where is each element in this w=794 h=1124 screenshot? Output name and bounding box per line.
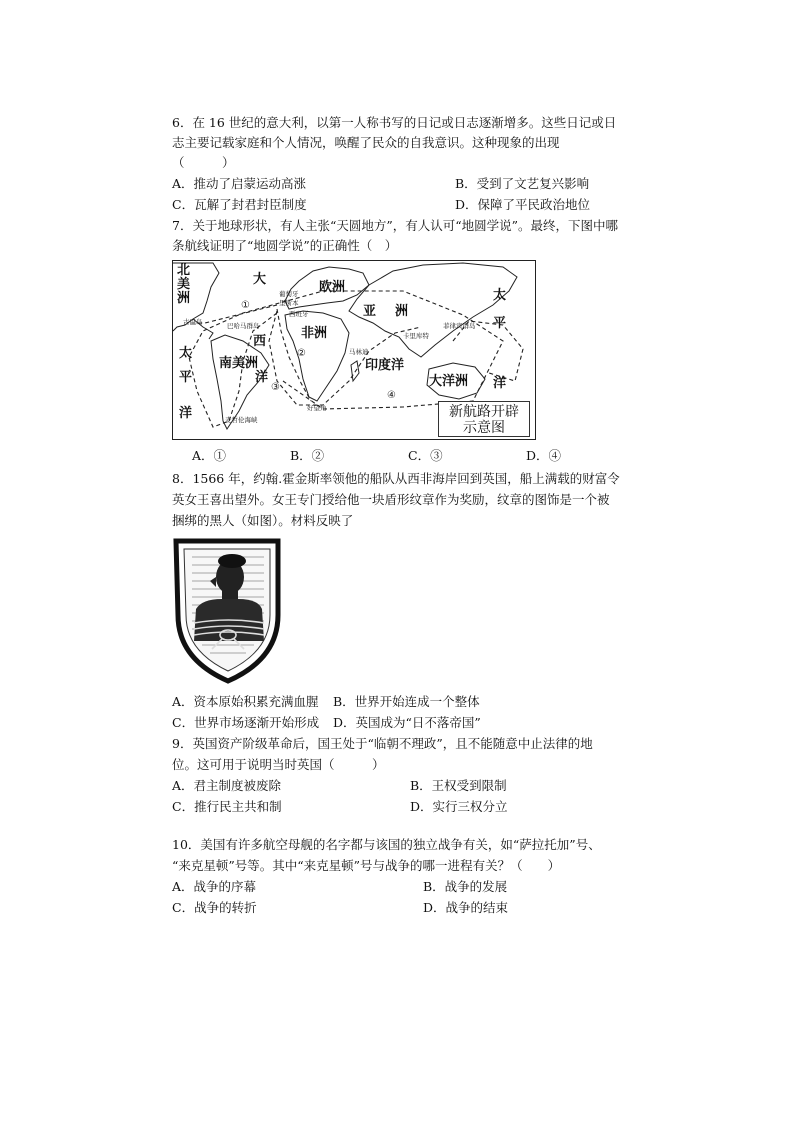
route-3-marker: ③ — [271, 382, 280, 393]
q6-option-d: D．保障了平民政治地位 — [455, 197, 591, 212]
coat-of-arms-image — [172, 537, 284, 685]
q10-stem-line2: “来克星顿”号等。其中“来克星顿”号与战争的哪一进程有关？（ ） — [172, 858, 561, 873]
label-pacific-left-1: 太 — [179, 346, 193, 361]
label-malindi: 马林迪 — [349, 348, 369, 356]
label-portugal: 葡萄牙 — [279, 290, 299, 298]
label-lisbon: 里斯本 — [279, 299, 299, 307]
q7-stem-line1: 7．关于地球形状，有人主张“天圆地方”，有人认可“地圆学说”。最终，下图中哪 — [172, 218, 619, 233]
q6-stem-line2: 志主要记载家庭和个人情况，唤醒了民众的自我意识。这种现象的出现 — [172, 135, 560, 150]
label-philippines: 菲律宾群岛 — [443, 322, 476, 330]
q8-option-d: D．英国成为“日不落帝国” — [333, 715, 481, 730]
q7-option-c: C．③ — [408, 448, 443, 463]
label-asia-zhou: 洲 — [395, 304, 409, 319]
label-cuba: 古巴岛 — [183, 318, 203, 326]
label-south-america: 南美洲 — [219, 356, 259, 371]
q7-option-b: B．② — [290, 448, 325, 463]
label-pacific-right-3: 洋 — [493, 376, 507, 391]
q10-option-b: B．战争的发展 — [423, 879, 508, 894]
label-north-america-3: 洲 — [177, 291, 191, 306]
label-pacific-right-1: 太 — [493, 288, 507, 303]
q8-stem-line2: 英女王喜出望外。女王专门授给他一块盾形纹章作为奖励，纹章的图饰是一个被 — [172, 492, 610, 507]
africa-coast — [285, 311, 349, 401]
label-spain: 西班牙 — [289, 310, 309, 318]
label-asia-ya: 亚 — [363, 304, 377, 319]
route-1-marker: ① — [241, 300, 250, 311]
q9-option-a: A．君主制度被废除 — [172, 778, 282, 793]
q9-option-c: C．推行民主共和制 — [172, 799, 282, 814]
q10-option-d: D．战争的结束 — [423, 900, 509, 915]
new-sea-routes-map — [172, 260, 536, 440]
label-pacific-left-2: 平 — [179, 370, 193, 385]
q6-answer-blank: （ ） — [172, 155, 235, 170]
route-2-marker: ② — [297, 348, 306, 359]
q9-option-d: D．实行三权分立 — [410, 799, 508, 814]
q9-stem-line2: 位。这可用于说明当时英国（ ） — [172, 757, 385, 772]
label-atlantic-xi: 西 — [253, 334, 267, 349]
label-indian-ocean: 印度洋 — [365, 358, 405, 373]
q8-option-c: C．世界市场逐渐开始形成 — [172, 715, 320, 730]
q6-option-c: C．瓦解了封君封臣制度 — [172, 197, 307, 212]
label-north-america-1: 北 — [177, 263, 191, 278]
label-pacific-right-2: 平 — [493, 316, 507, 331]
label-calicut: 卡里库特 — [403, 332, 429, 340]
label-atlantic-da: 大 — [253, 272, 267, 287]
q10-option-a: A．战争的序幕 — [172, 879, 257, 894]
label-magellan-strait: 麦哲伦海峡 — [225, 416, 258, 424]
q6-stem-line1: 6．在 16 世纪的意大利，以第一人称书写的日记或日志逐渐增多。这些日记或日 — [172, 115, 617, 130]
label-africa: 非洲 — [301, 326, 328, 341]
q7-stem-line2: 条航线证明了“地圆学说”的正确性（ ） — [172, 238, 398, 253]
q6-option-a: A．推动了启蒙运动高涨 — [172, 176, 307, 191]
q8-option-a: A．资本原始积累充满血腥 — [172, 694, 319, 709]
q8-stem-line1: 8．1566 年，约翰.霍金斯率领他的船队从西非海岸回到英国，船上满载的财富令 — [172, 471, 620, 486]
label-oceania: 大洋洲 — [429, 374, 469, 389]
q10-stem-line1: 10．美国有许多航空母舰的名字都与该国的独立战争有关，如“萨拉托加”号、 — [172, 837, 601, 852]
q9-option-b: B．王权受到限制 — [410, 778, 507, 793]
q7-option-a: A．① — [192, 448, 227, 463]
map-title — [438, 401, 530, 437]
label-atlantic-yang: 洋 — [255, 370, 269, 385]
q6-option-b: B．受到了文艺复兴影响 — [455, 176, 590, 191]
route-4-marker: ④ — [387, 390, 396, 401]
q7-option-d: D．④ — [526, 448, 562, 463]
q10-option-c: C．战争的转折 — [172, 900, 257, 915]
map-title-line1: 新航路开辟 — [449, 404, 519, 420]
map-title-line2: 示意图 — [463, 420, 505, 436]
q9-stem-line1: 9．英国资产阶级革命后，国王处于“临朝不理政”，且不能随意中止法律的地 — [172, 736, 593, 751]
q8-stem-line3: 捆绑的黑人（如图）。材料反映了 — [172, 513, 354, 528]
madagascar — [351, 361, 359, 381]
label-pacific-left-3: 洋 — [179, 406, 193, 421]
q8-option-b: B．世界开始连成一个整体 — [333, 694, 480, 709]
label-good-hope: 好望角 — [307, 404, 327, 412]
label-bahamas: 巴哈马群岛 — [227, 322, 260, 330]
label-europe: 欧洲 — [319, 280, 346, 295]
label-north-america-2: 美 — [177, 277, 191, 292]
